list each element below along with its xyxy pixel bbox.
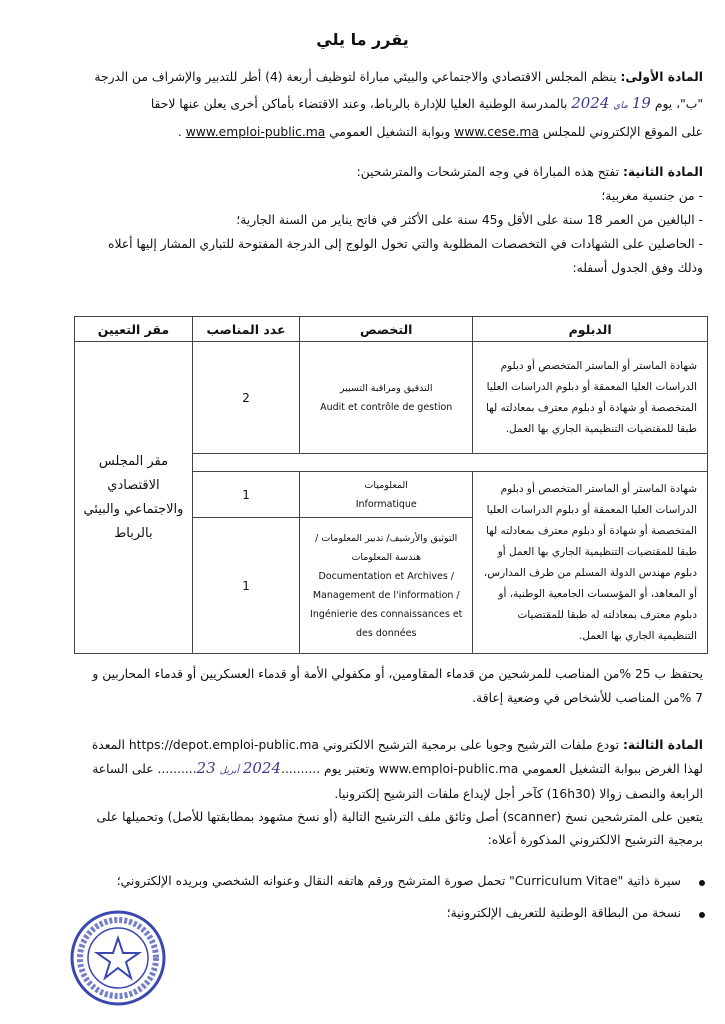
article-1-line-3-mid: وبوابة التشغيل العمومي: [329, 125, 451, 139]
row-2b-specialty: [300, 518, 473, 654]
article-3-line-4: يتعين على المترشحين نسخ (scanner) أصل وثائق ملف الترشيح التالية (أو نسخ مشهود بمطابقتها للأصل) وتحميلها على: [96, 810, 703, 824]
exam-date-month: ماي: [613, 101, 628, 111]
article-1-line-2-start: "ب"، يوم: [654, 97, 703, 111]
condition-age: - البالغين من العمر 18 سنة على الأقل و45 سنة على الأكثر في فاتح يناير من السنة الجارية؛: [236, 213, 703, 227]
article-3-line-2-start: لهذا الغرض ببوابة التشغيل العمومي: [522, 762, 703, 776]
row-2a-specialty-fr: Informatique: [355, 498, 417, 510]
row-1-diploma: شهادة الماستر أو الماستر المتخصص أو دبلوم الدراسات العليا المعمقة أو دبلوم الدراسات العليا المتخصصة أو شهادة أو دبلوم معترف بمعادلته لها طبقا للمقتضيات التنظيمية الجاري بها العمل.: [473, 342, 708, 454]
article-3-line-5: برمجية الترشيح الالكتروني المذكورة أعلاه:: [487, 833, 703, 847]
article-2: [23, 160, 703, 280]
article-3-line-2-end: على الساعة: [92, 762, 154, 776]
article-3: المادة الثالثة: تودع ملفات الترشيح وجوبا على برمجية الترشيح الالكتروني https://depot.emploi-public.ma المعدة لهذا الغرض ببوابة التشغيل العمومي www.emploi-public.ma وتعتبر يوم ..........2024 أبريل 23.......... على الساعة الرابعة والنصف زوالا (16h30) كآخر أجل لإيداع ملفات الترشيح إلكترونيا. يتعين على المترشحين نسخ (scanner) أصل وثائق ملف الترشيح التالية (أو نسخ مشهود بمطابقتها للأصل) وتحميلها على برمجية الترشيح الالكتروني المذكورة أعلاه:: [23, 734, 703, 852]
header-positions: عدد المناصب: [192, 317, 299, 342]
exam-date-year: 2024: [571, 94, 610, 112]
condition-table-ref: وذلك وفق الجدول أسفله:: [572, 261, 703, 275]
row-2a-specialty-ar: المعلوميات: [364, 479, 408, 491]
row-2a-positions: 1: [192, 472, 299, 518]
article-3-line-3: الرابعة والنصف زوالا (16h30) كآخر أجل لإيداع ملفات الترشيح إلكترونيا.: [334, 787, 703, 801]
row-1-specialty-ar: التدقيق ومراقبة التسيير: [339, 382, 433, 394]
row-1-specialty: [300, 342, 473, 454]
table-row: [75, 342, 708, 454]
deadline-year: 2024: [242, 759, 282, 777]
deadline-month: أبريل: [219, 766, 239, 776]
article-3-line-1-start: تودع ملفات الترشيح وجوبا على برمجية الترشيح الالكتروني: [322, 738, 620, 752]
table-header-row: [75, 317, 708, 342]
bullet-icon: [699, 912, 705, 918]
document-cv: سيرة ذاتية "Curriculum Vitae" تحمل صورة المترشح ورقم هاتفه النقال وعنوانه الشخصي وبريده الإلكتروني؛: [116, 874, 681, 888]
article-3-line-1-end: المعدة: [91, 738, 125, 752]
article-1: المادة الأولى: ينظم المجلس الاقتصادي والاجتماعي والبيئي مباراة لتوظيف أربعة (4) أطر للتدبير والإشراف من الدرجة "ب"، يوم 19 ماي 2024 بالمدرسة الوطنية العليا للإدارة بالرباط، وعند الاقتضاء بأماكن أخرى يعلن عنها لاحقا على الموقع الإلكتروني للمجلس www.cese.ma وبوابة التشغيل العمومي www.emploi-public.ma .: [94, 70, 703, 139]
emploi-public-link[interactable]: www.emploi-public.ma: [185, 125, 326, 139]
reserve-line-1: يحتفظ ب 25 %من المناصب للمرشحين من قدماء المقاومين، أو مكفولي الأمة أو قدماء العسكريين أو قدماء المحاربين و: [92, 667, 703, 681]
table-spacer-cell: [192, 454, 707, 472]
header-diploma: الدبلوم: [473, 317, 708, 342]
article-3-line-2-mid: وتعتبر يوم: [324, 762, 375, 776]
row-2b-specialty-ar: التوثيق والأرشيف/ تدبير المعلومات / هندسة المعلومات: [315, 532, 458, 563]
page-title: يقرر ما يلي: [316, 30, 409, 49]
reserve-quota: [23, 662, 703, 710]
row-1-specialty-fr: Audit et contrôle de gestion: [320, 401, 453, 413]
reserve-line-2: 7 %من المناصب للأشخاص في وضعية إعاقة.: [472, 691, 703, 705]
article-2-label: المادة الثانية:: [622, 165, 703, 179]
row-2b-specialty-fr: Documentation et Archives / Management de l'information / Ingénierie des connaissances et des données: [310, 570, 463, 639]
article-2-intro: تفتح هذه المباراة في وجه المترشحات والمترشحين:: [356, 165, 620, 179]
document-id-card: نسخة من البطاقة الوطنية للتعريف الإلكترونية؛: [446, 906, 681, 920]
article-1-line-1: ينظم المجلس الاقتصادي والاجتماعي والبيئي مباراة لتوظيف أربعة (4) أطر للتدبير والإشراف من الدرجة: [94, 70, 617, 84]
row-1-positions: 2: [192, 342, 299, 454]
exam-date-day: 19: [631, 94, 651, 112]
assignment-location: مقر المجلس الاقتصادي والاجتماعي والبيئي بالرباط: [75, 342, 193, 654]
depot-link[interactable]: https://depot.emploi-public.ma: [128, 738, 319, 752]
header-specialty: التخصص: [300, 317, 473, 342]
row-2-diploma: شهادة الماستر أو الماستر المتخصص أو دبلوم الدراسات العليا المعمقة أو دبلوم الدراسات العليا المتخصصة أو شهادة أو دبلوم معترف بمعادلته لها طبقا للمقتضيات التنظيمية الجاري بها العمل أو دبلوم مهندس الدولة المسلم من طرف المدارس، أو المعاهد، أو المؤسسات الجامعية الوطنية، أو دبلوم معترف بمعادلته له طبقا للمقتضيات التنظيمية الجاري بها العمل.: [473, 472, 708, 654]
cese-website-link[interactable]: www.cese.ma: [454, 125, 539, 139]
list-item: [23, 874, 703, 888]
emploi-public-link-2[interactable]: www.emploi-public.ma: [378, 762, 519, 776]
header-location: مقر التعيين: [75, 317, 193, 342]
row-2b-positions: 1: [192, 518, 299, 654]
article-1-line-3-start: على الموقع الإلكتروني للمجلس: [542, 125, 703, 139]
article-3-label: المادة الثالثة:: [622, 738, 703, 752]
star-seal-icon: [68, 908, 168, 1008]
article-1-line-2-end: بالمدرسة الوطنية العليا للإدارة بالرباط، وعند الاقتضاء بأماكن أخرى يعلن عنها لاحقا: [150, 97, 568, 111]
condition-diploma: - الحاصلين على الشهادات في التخصصات المطلوبة والتي تخول الولوج إلى الدرجة المفتوحة للتباري المشار إليها أعلاه: [108, 237, 703, 251]
positions-table: [74, 316, 708, 654]
row-2a-specialty: [300, 472, 473, 518]
article-1-label: المادة الأولى:: [620, 70, 703, 84]
deadline-day: 23: [196, 759, 216, 777]
condition-nationality: - من جنسية مغربية؛: [601, 189, 703, 203]
bullet-icon: [699, 880, 705, 886]
